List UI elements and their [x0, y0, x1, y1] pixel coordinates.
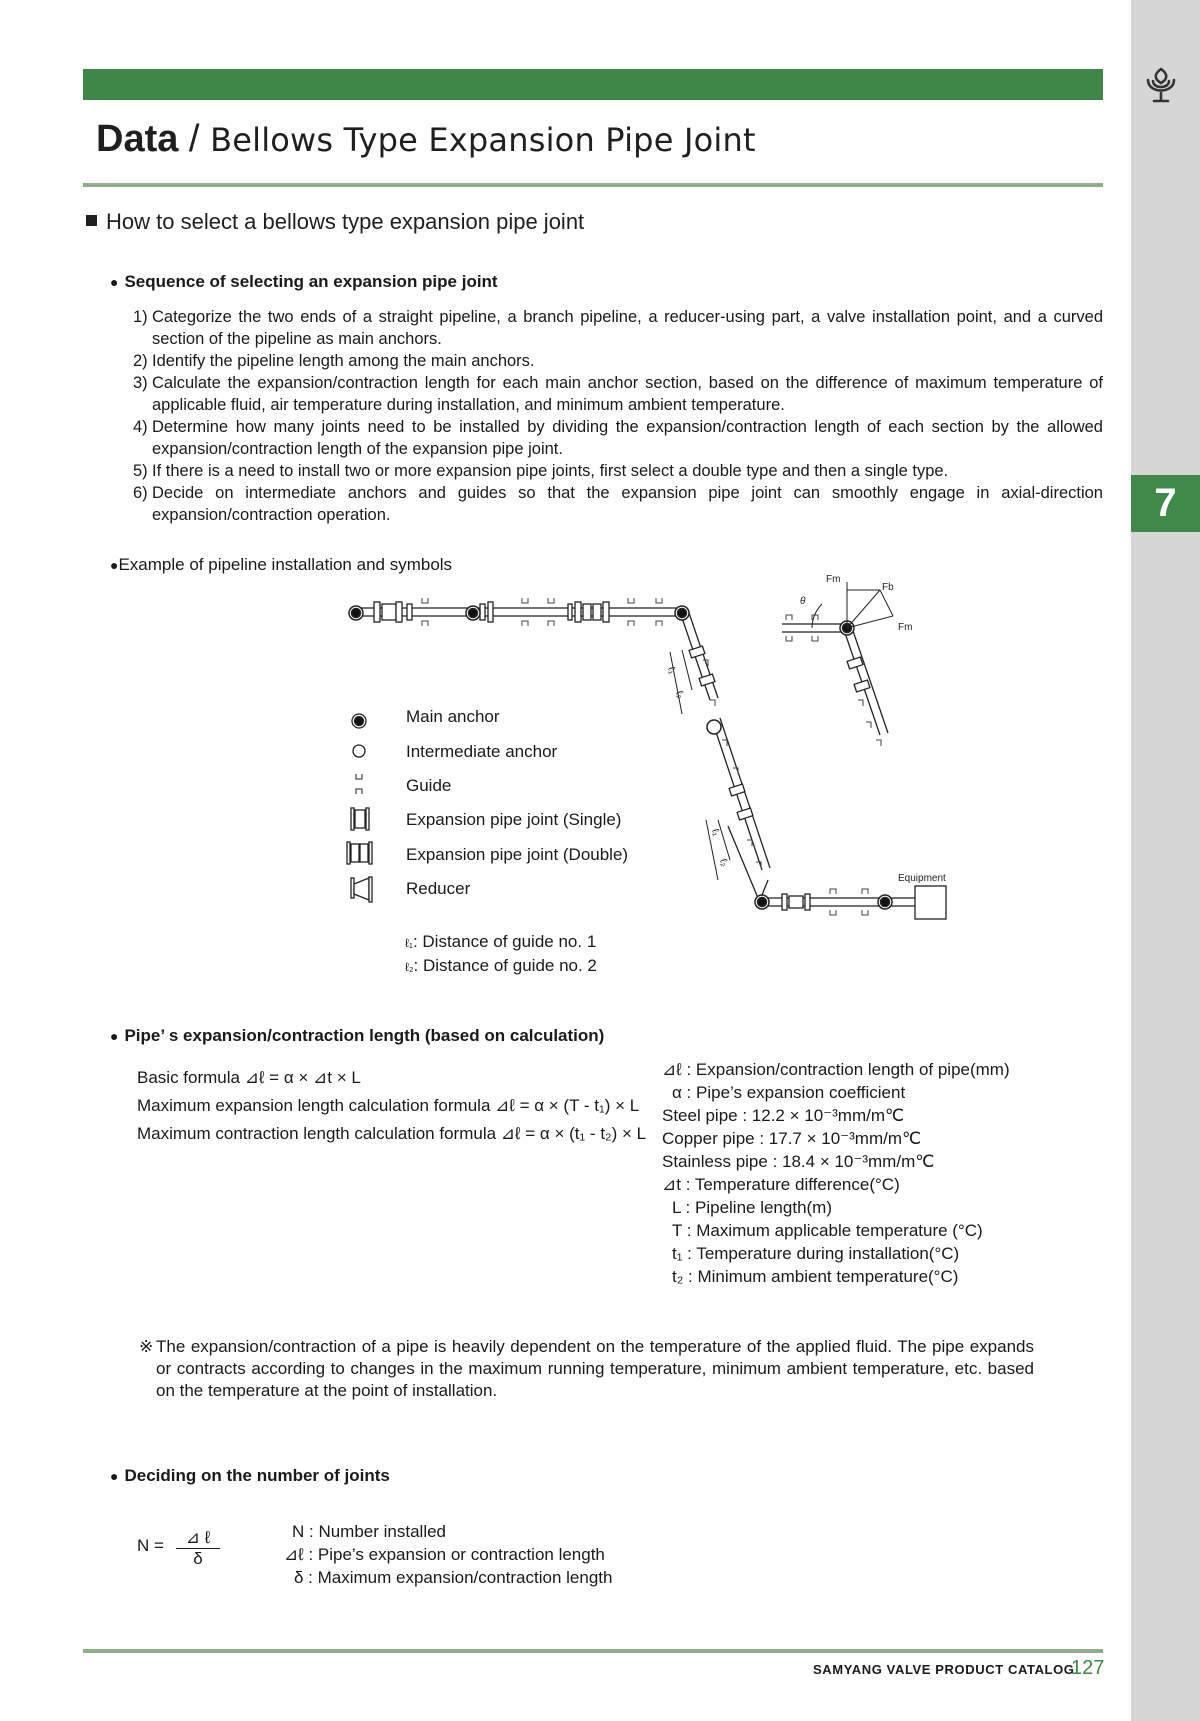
header-bar: [83, 69, 1103, 100]
guide-note-symbol: ℓ₂: [405, 960, 414, 974]
fraction-denominator: δ: [193, 1549, 203, 1568]
variable-item: ⊿t : Temperature difference(°C): [662, 1175, 900, 1194]
step-item: [133, 306, 1103, 350]
chapter-tab[interactable]: 7: [1131, 475, 1200, 532]
title-rule: [83, 183, 1103, 187]
step-number: 2): [133, 352, 148, 370]
diagram-label-l2-b: ℓ₂: [717, 857, 730, 868]
step-number: 3): [133, 374, 148, 392]
basic-formula: Basic formula ⊿ℓ = α × ⊿t × L: [137, 1068, 361, 1087]
temperature-note: [139, 1336, 1034, 1402]
variable-item: t₂ : Minimum ambient temperature(°C): [672, 1267, 959, 1286]
footer-catalog: SAMYANG VALVE PRODUCT CATALOG: [813, 1662, 1075, 1677]
legend-double-joint: Expansion pipe joint (Double): [406, 845, 629, 864]
joint-variable: ⊿ℓ : Pipe’s expansion or contraction length: [284, 1545, 605, 1564]
double-joint-icon: [347, 842, 372, 864]
diagram-label-l1-a: ℓ₁: [665, 665, 678, 676]
bullet-icon: ●: [110, 1468, 119, 1484]
page-title: [96, 118, 756, 161]
diagram-label-theta: θ: [800, 596, 806, 607]
step-number: 6): [133, 484, 148, 502]
diagram-label-equipment: Equipment: [898, 873, 946, 884]
diagram-label-l1-b: ℓ₁: [709, 827, 722, 838]
variable-item: Stainless pipe : 18.4 × 10⁻³mm/m℃: [662, 1152, 935, 1171]
variable-item: ⊿ℓ : Expansion/contraction length of pipe(mm): [662, 1060, 1010, 1079]
page-number: 127: [1071, 1657, 1105, 1679]
step-text: Determine how many joints need to be installed by dividing the expansion/contraction length of each section by the allowed expansion/contraction length of the expansion pipe joint.: [152, 418, 1103, 458]
reference-mark-icon: ※: [139, 1337, 154, 1356]
step-number: 5): [133, 462, 148, 480]
note-text: The expansion/contraction of a pipe is heavily dependent on the temperature of the applied fluid. The pipe expands or contracts according to changes in the maximum running temperature, minimum ambient temperature, etc. based on the temperature at the point of installation.: [156, 1337, 1034, 1400]
brand-logo-icon: [1140, 64, 1182, 106]
n-fraction: [176, 1528, 220, 1569]
step-item: [133, 350, 1103, 372]
diagram-label-fm-top: Fm: [826, 574, 841, 585]
joints-heading: [110, 1466, 390, 1486]
title-bold: Data: [96, 118, 179, 160]
expansion-heading: [110, 1026, 604, 1046]
main-anchor-icon: [352, 714, 366, 728]
guide-icon: [356, 774, 362, 794]
joints-heading-text: Deciding on the number of joints: [124, 1466, 390, 1485]
guide-note-1: [405, 932, 596, 952]
square-bullet-icon: [86, 215, 97, 226]
variable-item: t₁ : Temperature during installation(°C): [672, 1244, 960, 1263]
variable-item: L : Pipeline length(m): [672, 1198, 833, 1217]
variable-item: Steel pipe : 12.2 × 10⁻³mm/m℃: [662, 1106, 905, 1125]
n-formula-label: N =: [137, 1536, 164, 1555]
variable-item: α : Pipe’s expansion coefficient: [672, 1083, 906, 1102]
joint-variable: δ : Maximum expansion/contraction length: [294, 1568, 613, 1587]
title-rest: Bellows Type Expansion Pipe Joint: [210, 121, 756, 159]
title-slash: /: [178, 118, 211, 160]
step-number: 4): [133, 418, 148, 436]
step-text: Calculate the expansion/contraction length for each main anchor section, based on the difference of maximum temperature of applicable fluid, air temperature during installation, and minimum ambient temperature.: [152, 374, 1103, 414]
step-item: [133, 460, 1103, 482]
single-joint-icon: [351, 808, 369, 830]
bullet-icon: ●: [110, 557, 119, 573]
legend-intermediate-anchor: Intermediate anchor: [406, 742, 558, 761]
sequence-heading-text: Sequence of selecting an expansion pipe joint: [124, 272, 498, 291]
guide-note-2: [405, 956, 597, 976]
guide-note-symbol: ℓ₁: [405, 936, 413, 950]
legend-guide: Guide: [406, 776, 452, 795]
step-text: If there is a need to install two or more expansion pipe joints, first select a double type and then a single type.: [152, 462, 949, 480]
diagram-label-l2-a: ℓ₂: [673, 689, 686, 700]
example-heading-text: Example of pipeline installation and symbols: [118, 555, 453, 574]
joint-variable: N : Number installed: [292, 1522, 447, 1541]
legend-single-joint: Expansion pipe joint (Single): [406, 810, 622, 829]
footer-rule: [83, 1649, 1103, 1653]
expansion-heading-text: Pipe’ s expansion/contraction length (based on calculation): [124, 1026, 605, 1045]
reducer-icon: [351, 877, 372, 902]
fraction-numerator: ⊿ ℓ: [176, 1528, 220, 1549]
guide-note-text: : Distance of guide no. 1: [412, 932, 597, 951]
bullet-icon: ●: [110, 1028, 119, 1044]
intermediate-anchor-icon: [353, 745, 365, 757]
bullet-icon: ●: [110, 274, 119, 290]
diagram-label-fb: Fb: [882, 582, 894, 593]
section-heading-text: How to select a bellows type expansion pipe joint: [106, 209, 585, 234]
sequence-steps: [133, 306, 1103, 526]
step-text: Decide on intermediate anchors and guides so that the expansion pipe joint can smoothly engage in axial-direction expansion/contraction operation.: [152, 484, 1103, 524]
variable-item: Copper pipe : 17.7 × 10⁻³mm/m℃: [662, 1129, 922, 1148]
section-heading: [86, 209, 584, 235]
example-heading: [110, 555, 452, 575]
step-item: [133, 482, 1103, 526]
step-item: [133, 372, 1103, 416]
variable-item: T : Maximum applicable temperature (°C): [672, 1221, 983, 1240]
step-text: Identify the pipeline length among the main anchors.: [152, 352, 535, 370]
variable-list: [662, 1058, 1010, 1288]
diagram-label-fm-right: Fm: [898, 622, 913, 633]
guide-note-text: : Distance of guide no. 2: [413, 956, 597, 975]
legend-main-anchor: Main anchor: [406, 707, 500, 726]
max-expansion-formula: Maximum expansion length calculation formula ⊿ℓ = α × (T - t₁) × L: [137, 1096, 640, 1115]
step-item: [133, 416, 1103, 460]
legend-reducer: Reducer: [406, 879, 471, 898]
step-number: 1): [133, 308, 148, 326]
side-strip: [1131, 0, 1200, 1721]
max-contraction-formula: Maximum contraction length calculation formula ⊿ℓ = α × (t₁ - t₂) × L: [137, 1124, 647, 1143]
step-text: Categorize the two ends of a straight pipeline, a branch pipeline, a reducer-using part, a valve installation point, and a curved section of the pipeline as main anchors.: [152, 308, 1103, 348]
sequence-heading: [110, 272, 498, 292]
